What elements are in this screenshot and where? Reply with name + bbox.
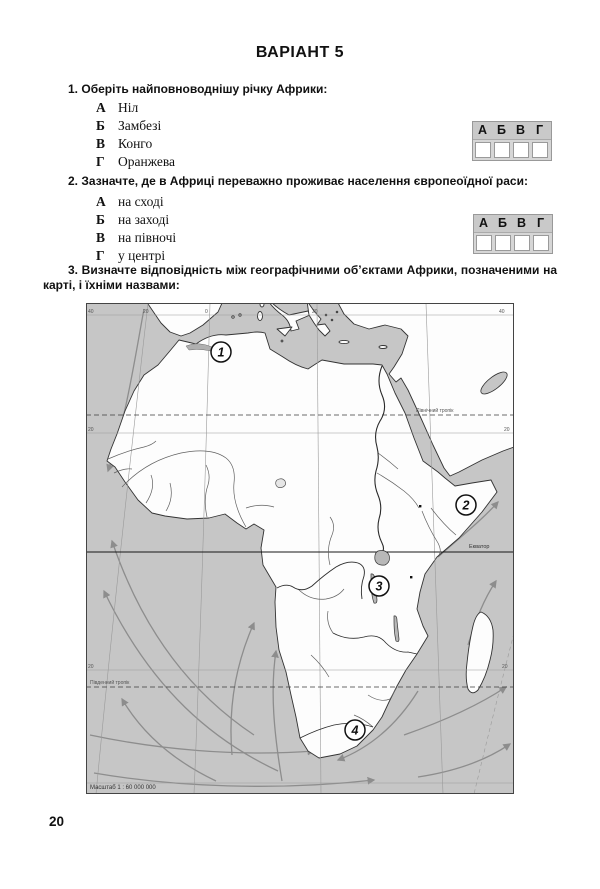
svg-text:2: 2 [462, 498, 470, 513]
answer-cell-g[interactable] [532, 142, 548, 158]
grid-letter: А [478, 216, 489, 230]
question-1 [43, 82, 557, 97]
question-3-text-line2: карті, і їхніми назвами: [43, 278, 180, 292]
option-letter: Г [96, 248, 105, 263]
option-row [96, 99, 175, 117]
option-text: Оранжева [118, 154, 176, 169]
answer-grid-question-2 [473, 214, 553, 254]
option-row [96, 211, 176, 229]
option-text: Замбезі [118, 118, 162, 133]
question-2-text: Зазначте, де в Африці переважно проживає населення європеоїдної раси: [81, 174, 528, 188]
question-3 [43, 263, 557, 293]
answer-cell-v[interactable] [514, 235, 530, 251]
answer-cell-v[interactable] [513, 142, 529, 158]
lake-victoria [375, 551, 390, 566]
answer-cell-a[interactable] [476, 235, 492, 251]
answer-cell-b[interactable] [494, 142, 510, 158]
grid-letter: В [515, 123, 526, 137]
question-3-number: 3. [68, 263, 79, 277]
option-text: на заході [118, 212, 170, 227]
option-letter: Б [96, 118, 105, 133]
marker-2 [456, 495, 476, 515]
option-text: на півночі [118, 230, 177, 245]
svg-text:3: 3 [375, 579, 383, 594]
answer-cell-b[interactable] [495, 235, 511, 251]
option-row [96, 229, 176, 247]
question-2-number: 2. [68, 174, 79, 188]
question-3-line-1 [43, 263, 557, 278]
map-scale-label: Масштаб 1 : 60 000 000 [90, 785, 156, 791]
option-letter: А [96, 194, 106, 209]
grid-label: 40 [499, 309, 505, 315]
question-2-options [96, 193, 176, 265]
svg-text:1: 1 [217, 345, 225, 360]
grid-label: 20 [88, 427, 94, 433]
option-letter: Б [96, 212, 105, 227]
option-letter: В [96, 136, 106, 151]
grid-label: 20 [502, 664, 508, 670]
question-1-options [96, 99, 175, 171]
question-1-text: Оберіть найповноводнішу річку Африки: [81, 82, 328, 96]
lake-chad [276, 479, 286, 488]
option-row [96, 193, 176, 211]
marker-1 [211, 342, 231, 362]
answer-grid-cells [473, 140, 551, 160]
africa-map [86, 303, 514, 794]
option-letter: Г [96, 154, 105, 169]
grid-letter: Б [498, 216, 507, 230]
option-letter: В [96, 230, 106, 245]
option-row [96, 117, 175, 135]
answer-grid-header [474, 215, 552, 233]
option-text: Ніл [118, 100, 139, 115]
grid-letter: Г [536, 216, 545, 230]
answer-grid-question-1 [472, 121, 552, 161]
grid-label: 40 [88, 309, 94, 315]
option-row [96, 153, 175, 171]
variant-title: ВАРІАНТ 5 [255, 44, 345, 61]
grid-label: 20 [312, 309, 318, 315]
africa-map-svg [86, 303, 514, 794]
question-2 [43, 174, 557, 189]
option-text: у центрі [118, 248, 166, 263]
grid-label: 20 [88, 664, 94, 670]
grid-label: 20 [504, 427, 510, 433]
marker-4 [345, 720, 365, 740]
answer-cell-a[interactable] [475, 142, 491, 158]
grid-letter: Г [535, 123, 544, 137]
page-number: 20 [49, 814, 65, 829]
grid-label: 0 [205, 309, 208, 315]
marker-3 [369, 576, 389, 596]
grid-letter: Б [497, 123, 506, 137]
grid-label: 20 [143, 309, 149, 315]
answer-cell-g[interactable] [533, 235, 549, 251]
answer-grid-header [473, 122, 551, 140]
north-tropic-label: Північний тропік [416, 408, 454, 414]
svg-text:4: 4 [351, 723, 359, 738]
question-3-text-line1: Визначте відповідність між географічними об’єктами Африки, позначеними на [81, 263, 557, 277]
question-1-number: 1. [68, 82, 79, 96]
grid-letter: А [477, 123, 488, 137]
option-text: Конго [118, 136, 153, 151]
south-tropic-label: Південний тропік [90, 680, 130, 686]
option-text: на сході [118, 194, 164, 209]
option-row [96, 135, 175, 153]
equator-label: Екватор [469, 544, 490, 550]
option-letter: А [96, 100, 106, 115]
grid-letter: В [516, 216, 527, 230]
answer-grid-cells [474, 233, 552, 253]
